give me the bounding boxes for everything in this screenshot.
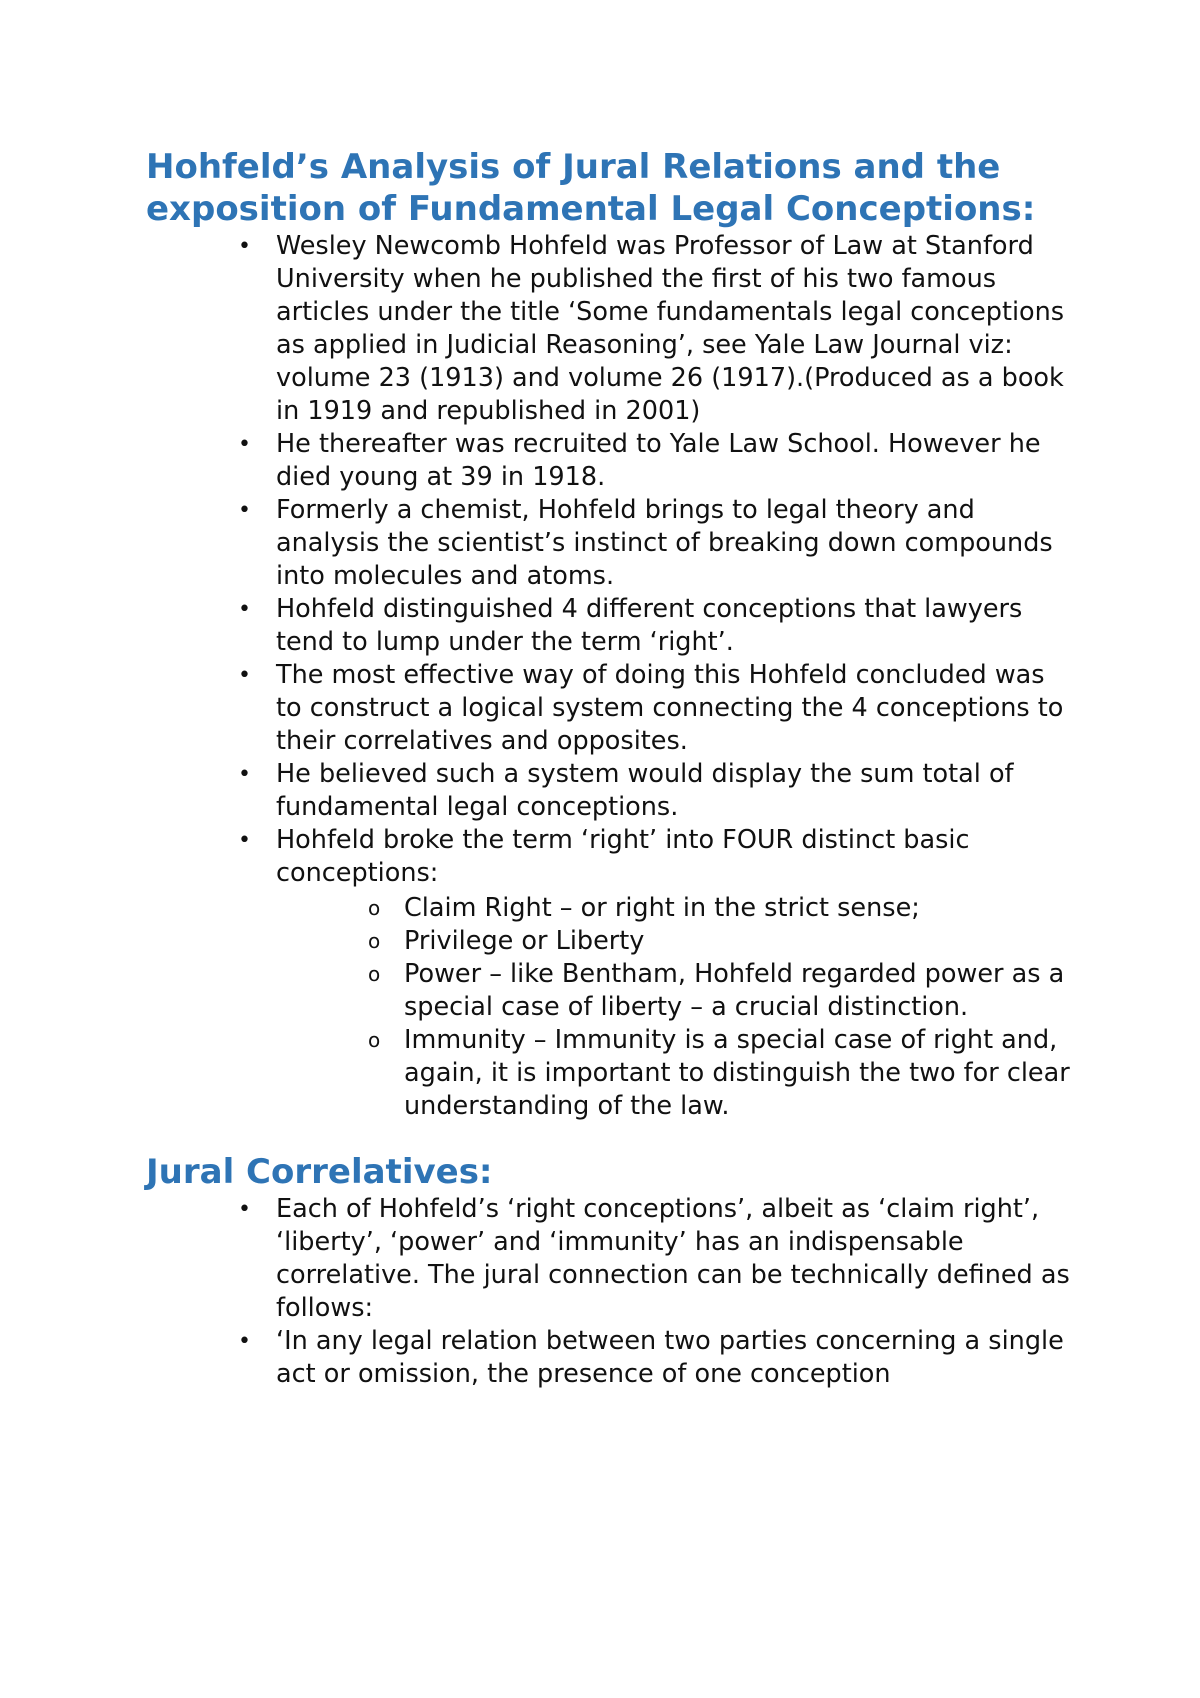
bullet-icon: • [238, 828, 251, 853]
list-item-text: Each of Hohfeld’s ‘right conceptions’, albeit as ‘claim right’, ‘liberty’, ‘power’ and ‘immunity’ has an indispensable correlative. The jural connection can be technically defined as follows: [276, 1194, 1070, 1323]
list-item-text: Wesley Newcomb Hohfeld was Professor of Law at Stanford University when he published the first of his two famous articles under the title ‘Some fundamentals legal conceptions as applied in Judicial Reasoning’, see Yale Law Journal viz: volume 23 (1913) and volume 26 (1917).(Produced as a book in 1919 and republished in 2001) [276, 231, 1065, 426]
bullet-icon: • [238, 597, 251, 622]
bullet-icon: • [238, 432, 251, 457]
sub-list-item [146, 892, 1076, 925]
circle-bullet-icon: o [368, 896, 381, 920]
list-item-text: He believed such a system would display the sum total of fundamental legal conceptions. [276, 759, 1014, 822]
list-item-text: The most effective way of doing this Hohfeld concluded was to construct a logical system connecting the 4 conceptions to their correlatives and opposites. [276, 660, 1064, 756]
list-item [146, 1325, 1076, 1391]
sub-list-item-text: Privilege or Liberty [404, 926, 645, 956]
sub-list-item-text: Claim Right – or right in the strict sense; [404, 893, 920, 923]
bullet-icon: • [238, 663, 251, 688]
sub-list-item [146, 958, 1076, 1024]
list-item-text: Hohfeld broke the term ‘right’ into FOUR distinct basic conceptions: [276, 825, 970, 888]
sub-list-item [146, 925, 1076, 958]
circle-bullet-icon: o [368, 962, 381, 986]
list-item [146, 659, 1076, 758]
list-item [146, 824, 1076, 1123]
list-item [146, 428, 1076, 494]
section1-bullet-list [146, 230, 1076, 1123]
bullet-icon: • [238, 762, 251, 787]
list-item-text: Formerly a chemist, Hohfeld brings to legal theory and analysis the scientist’s instinct of breaking down compounds into molecules and atoms. [276, 495, 1053, 591]
list-item [146, 494, 1076, 593]
sub-list-item [146, 1024, 1076, 1123]
section-title-jural-correlatives: Jural Correlatives: [146, 1152, 493, 1192]
section-title-hohfeld-analysis: Hohfeld’s Analysis of Jural Relations and the exposition of Fundamental Legal Conceptions: [146, 147, 1036, 229]
document-page [146, 146, 1076, 1391]
list-item [146, 758, 1076, 824]
circle-bullet-icon: o [368, 929, 381, 953]
list-item [146, 230, 1076, 428]
bullet-icon: • [238, 234, 251, 259]
bullet-icon: • [238, 1329, 251, 1354]
list-item-text: ‘In any legal relation between two parties concerning a single act or omission, the presence of one conception [276, 1326, 1064, 1389]
sub-list-item-text: Immunity – Immunity is a special case of right and, again, it is important to distinguish the two for clear understanding of the law. [404, 1025, 1070, 1121]
section2-bullet-list [146, 1193, 1076, 1391]
sub-bullet-list [146, 892, 1076, 1123]
list-item-text: Hohfeld distinguished 4 different conceptions that lawyers tend to lump under the term ‘right’. [276, 594, 1023, 657]
list-item [146, 1193, 1076, 1325]
circle-bullet-icon: o [368, 1028, 381, 1052]
sub-list-item-text: Power – like Bentham, Hohfeld regarded power as a special case of liberty – a crucial distinction. [404, 959, 1065, 1022]
list-item-text: He thereafter was recruited to Yale Law School. However he died young at 39 in 1918. [276, 429, 1041, 492]
bullet-icon: • [238, 1197, 251, 1222]
list-item [146, 593, 1076, 659]
bullet-icon: • [238, 498, 251, 523]
